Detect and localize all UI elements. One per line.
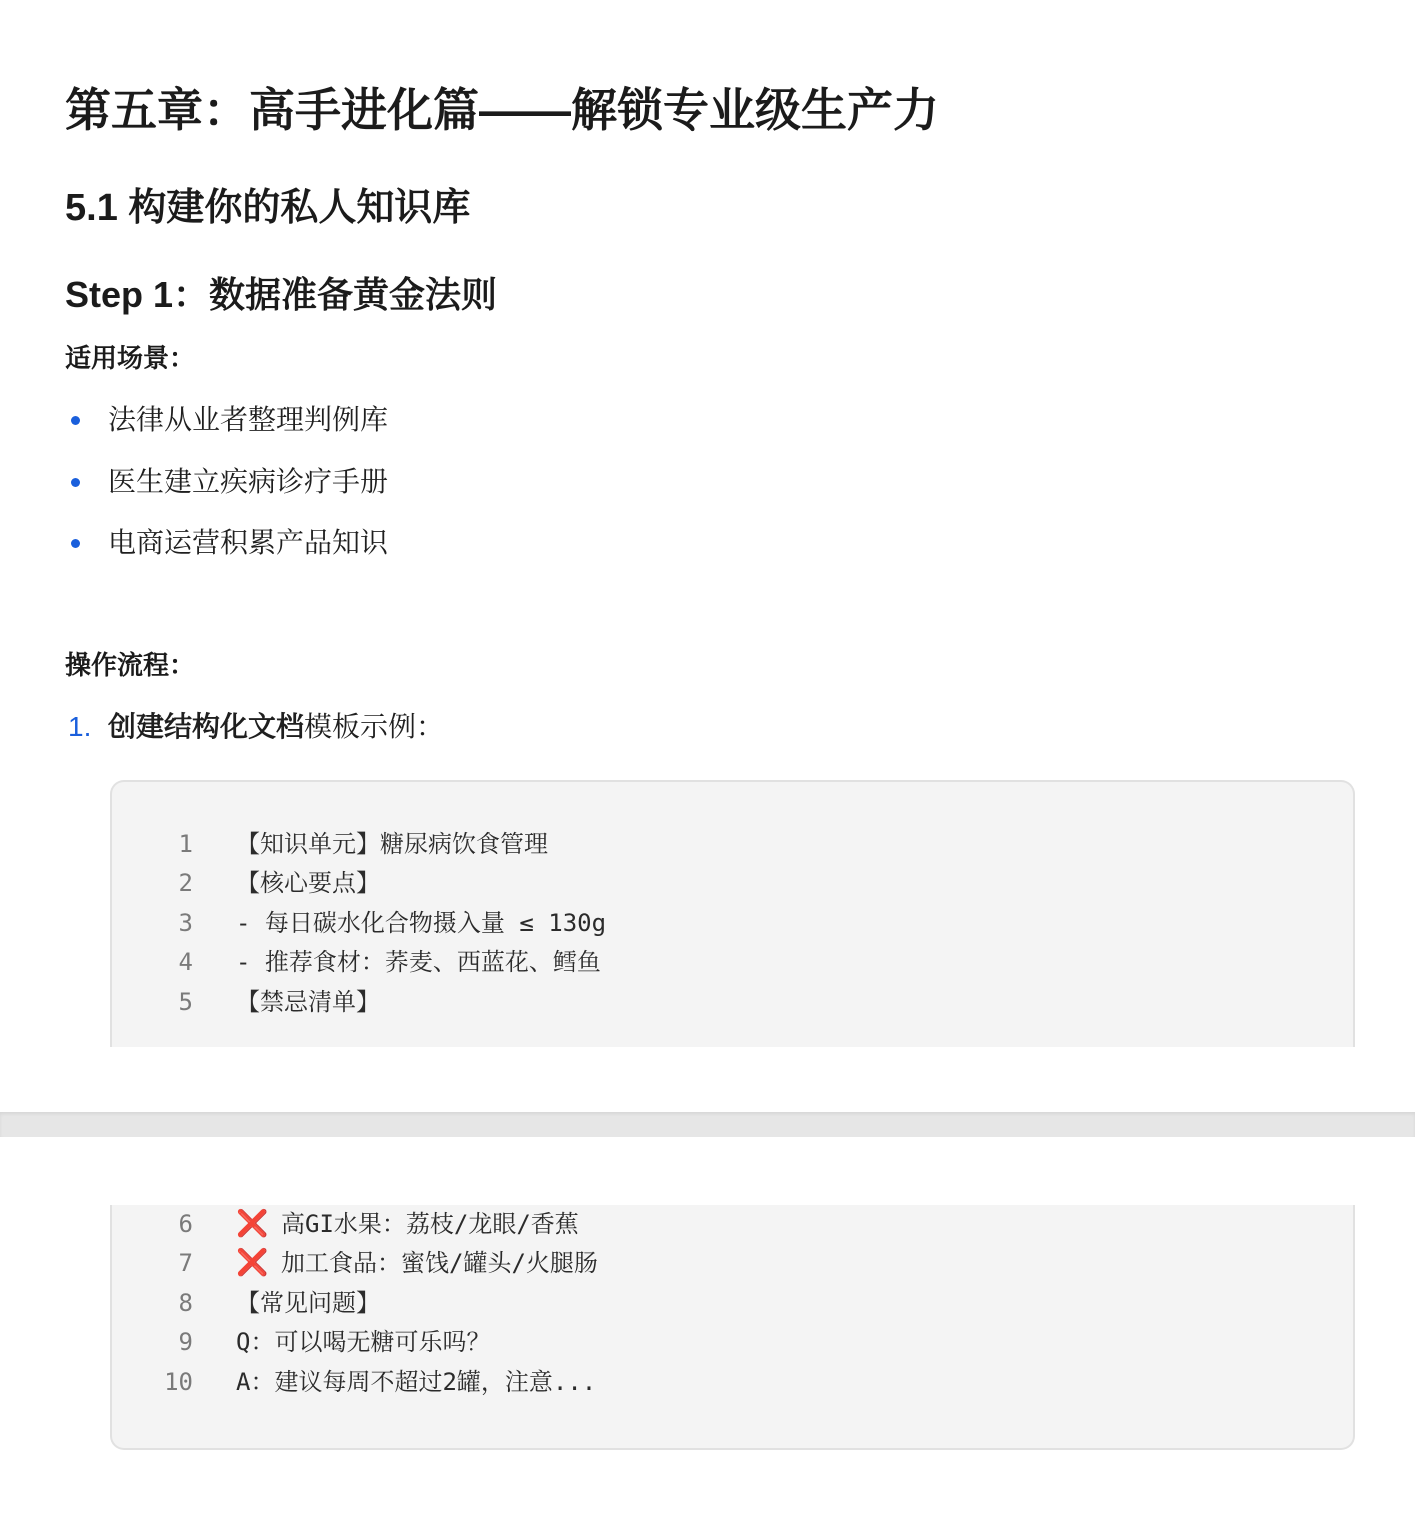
list-item [65,462,388,524]
code-text: 【常见问题】 [236,1288,380,1317]
code-line [112,1323,1353,1362]
code-content [236,1244,598,1283]
code-line [112,864,1353,903]
cross-mark-icon: ❌ [236,1248,269,1279]
code-text: 高GI水果：荔枝/龙眼/香蕉 [281,1210,579,1238]
code-line [112,1284,1353,1323]
bullet-dot [71,416,80,425]
step-text: 模板示例： [304,711,445,742]
list-item-text: 电商运营积累产品知识 [108,527,389,558]
step-title: Step 1：数据准备黄金法则 [65,274,498,315]
code-line [112,825,1353,864]
section-title: 5.1 构建你的私人知识库 [65,187,471,229]
line-number: 3 [178,908,193,937]
code-line [112,1205,1353,1244]
step-number: 1. [68,711,92,742]
bullet-dot [71,539,80,548]
code-text: 【知识单元】糖尿病饮食管理 [236,830,548,858]
code-text: Q：可以喝无糖可乐吗？ [236,1328,491,1357]
code-line [112,904,1353,943]
bullet-dot [71,478,80,487]
page-break [0,1112,1415,1137]
chapter-title: 第五章：高手进化篇——解锁专业级生产力 [65,84,939,136]
code-line [112,943,1353,982]
code-line [112,1244,1353,1283]
line-number: 8 [178,1288,193,1317]
code-text: - 每日碳水化合物摄入量 ≤ 130g [236,908,607,937]
list-item-text: 法律从业者整理判例库 [108,404,389,435]
list-item-text: 医生建立疾病诊疗手册 [108,465,389,497]
line-number: 2 [178,869,193,898]
code-line [112,983,1353,1022]
line-number: 6 [178,1210,193,1238]
list-item [65,400,388,462]
code-text: 【核心要点】 [236,869,380,898]
line-number: 1 [178,830,193,858]
line-number: 9 [178,1328,193,1357]
code-block-part-2 [110,1205,1355,1450]
step-item [65,707,444,747]
code-text: 加工食品：蜜饯/罐头/火腿肠 [281,1249,598,1278]
line-number: 5 [178,987,193,1016]
line-number: 7 [178,1249,193,1278]
cross-mark-icon: ❌ [236,1209,269,1239]
code-content [236,1205,579,1244]
code-text: - 推荐食材：荞麦、西蓝花、鳕鱼 [236,948,601,977]
code-line [112,1363,1353,1402]
scenarios-label: 适用场景： [65,343,196,373]
scenario-list [65,400,388,585]
document-page-2 [0,1137,1415,1529]
code-text: 【禁忌清单】 [236,987,380,1016]
list-item [65,523,388,585]
step-bold-text: 创建结构化文档 [108,711,305,742]
line-number: 4 [178,948,193,977]
code-text: A：建议每周不超过2罐，注意... [236,1367,597,1396]
process-steps [65,707,444,747]
code-block-part-1 [110,780,1355,1047]
line-number: 10 [164,1367,193,1396]
process-label: 操作流程： [65,650,196,680]
